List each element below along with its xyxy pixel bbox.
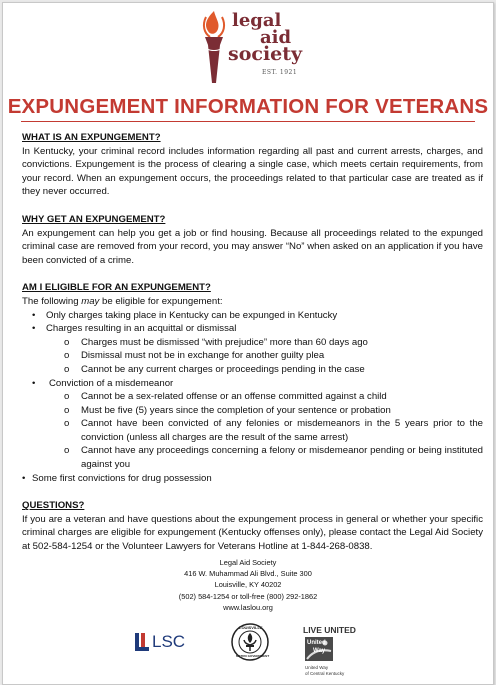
live-united-text: LIVE UNITED	[303, 625, 356, 635]
united-way-box	[305, 637, 333, 661]
heading-what-is: WHAT IS AN EXPUNGEMENT?	[22, 132, 161, 143]
logo-word-society: society	[228, 43, 303, 65]
footer-phone: (502) 584-1254 or toll-free (800) 292-1862	[178, 591, 318, 601]
sub-list-item: o Cannot be a sex-related offense or an offense committed against a child	[22, 390, 483, 404]
list-item: • Some first convictions for drug possession	[22, 472, 483, 486]
sub-list-item: o Cannot be any current charges or proceedings pending in the case	[22, 363, 483, 377]
paragraph-questions: If you are a veteran and have questions about the expungement process in general or whether your specific criminal charges are eligible for expungement (Kentucky offenses only), please contact the Legal Aid Society at 502-584-1254 or the Volunteer Lawyers for Veterans Hotline at 1-844-268-0838.	[22, 513, 483, 553]
list-item: • Only charges taking place in Kentucky can be expunged in Kentucky	[22, 309, 483, 323]
eligibility-list	[22, 309, 483, 486]
lsc-mark-icon	[133, 631, 151, 653]
united-way-caption-1: United Way	[305, 665, 329, 670]
sub-list-item: o Cannot have been convicted of any felonies or misdemeanors in the 5 years prior to the conviction (unless all charges are the result of the same arrest)	[22, 417, 483, 444]
louisville-seal	[231, 623, 269, 661]
list-item: • Charges resulting in an acquittal or dismissal	[22, 322, 483, 336]
seal-top-text: LOUISVILLE	[239, 625, 263, 630]
eligible-intro: The following may be eligible for expungement:	[22, 295, 223, 307]
list-item: • Conviction of a misdemeanor	[22, 377, 483, 391]
title-rule	[21, 121, 475, 122]
document-page	[2, 2, 494, 685]
lsc-logo	[133, 629, 193, 657]
paragraph-what-is: In Kentucky, your criminal record includes information regarding all past and current arrests, charges, and convictions. Expungement is the process of clearing a single case, which meets certain requirements, from your record. When an expungement occurs, the proceedings related to that particular case are treated as if they never occurred.	[22, 145, 483, 198]
footer-city: Louisville, KY 40202	[214, 580, 282, 590]
footer-website: www.laslou.org	[223, 602, 273, 612]
heading-questions: QUESTIONS?	[22, 500, 85, 512]
logo-established: EST. 1921	[262, 69, 298, 76]
united-way-caption-2: of Central Kentucky	[305, 671, 345, 676]
footer-org: Legal Aid Society	[219, 558, 277, 567]
footer-address: 416 W. Muhammad Ali Blvd., Suite 300	[184, 569, 312, 579]
logo-word-legal: legal	[232, 10, 282, 31]
seal-bottom-text: METRO GOVERNMENT	[236, 654, 270, 658]
united-way-word1: United	[307, 640, 326, 646]
partner-logos	[3, 623, 493, 683]
logo-word-aid: aid	[260, 27, 292, 48]
contact-footer	[3, 557, 493, 613]
united-way-logo	[303, 625, 383, 681]
lsc-text: LSC	[152, 632, 186, 651]
sub-list-item: o Charges must be dismissed “with prejudice” more than 60 days ago	[22, 336, 483, 350]
sub-list-item: o Dismissal must not be in exchange for another guilty plea	[22, 349, 483, 363]
main-content	[22, 131, 483, 554]
sub-list-item: o Must be five (5) years since the completion of your sentence or probation	[22, 404, 483, 418]
united-way-word2: Way	[313, 648, 326, 654]
heading-why: WHY GET AN EXPUNGEMENT?	[22, 213, 166, 225]
heading-eligible: AM I ELIGIBLE FOR AN EXPUNGEMENT?	[22, 282, 211, 294]
paragraph-why: An expungement can help you get a job or find housing. Because all proceedings related to the expunged criminal case are removed from your record, you may answer “No” when asked on an application if you have been convicted of a crime.	[22, 227, 483, 266]
torch-icon	[196, 9, 232, 87]
sub-list-item: o Cannot have any proceedings concerning a felony or misdemeanor pending or being instituted against you	[22, 444, 483, 471]
legal-aid-society-logo	[196, 9, 316, 89]
page-title: EXPUNGEMENT INFORMATION FOR VETERANS	[7, 95, 489, 118]
